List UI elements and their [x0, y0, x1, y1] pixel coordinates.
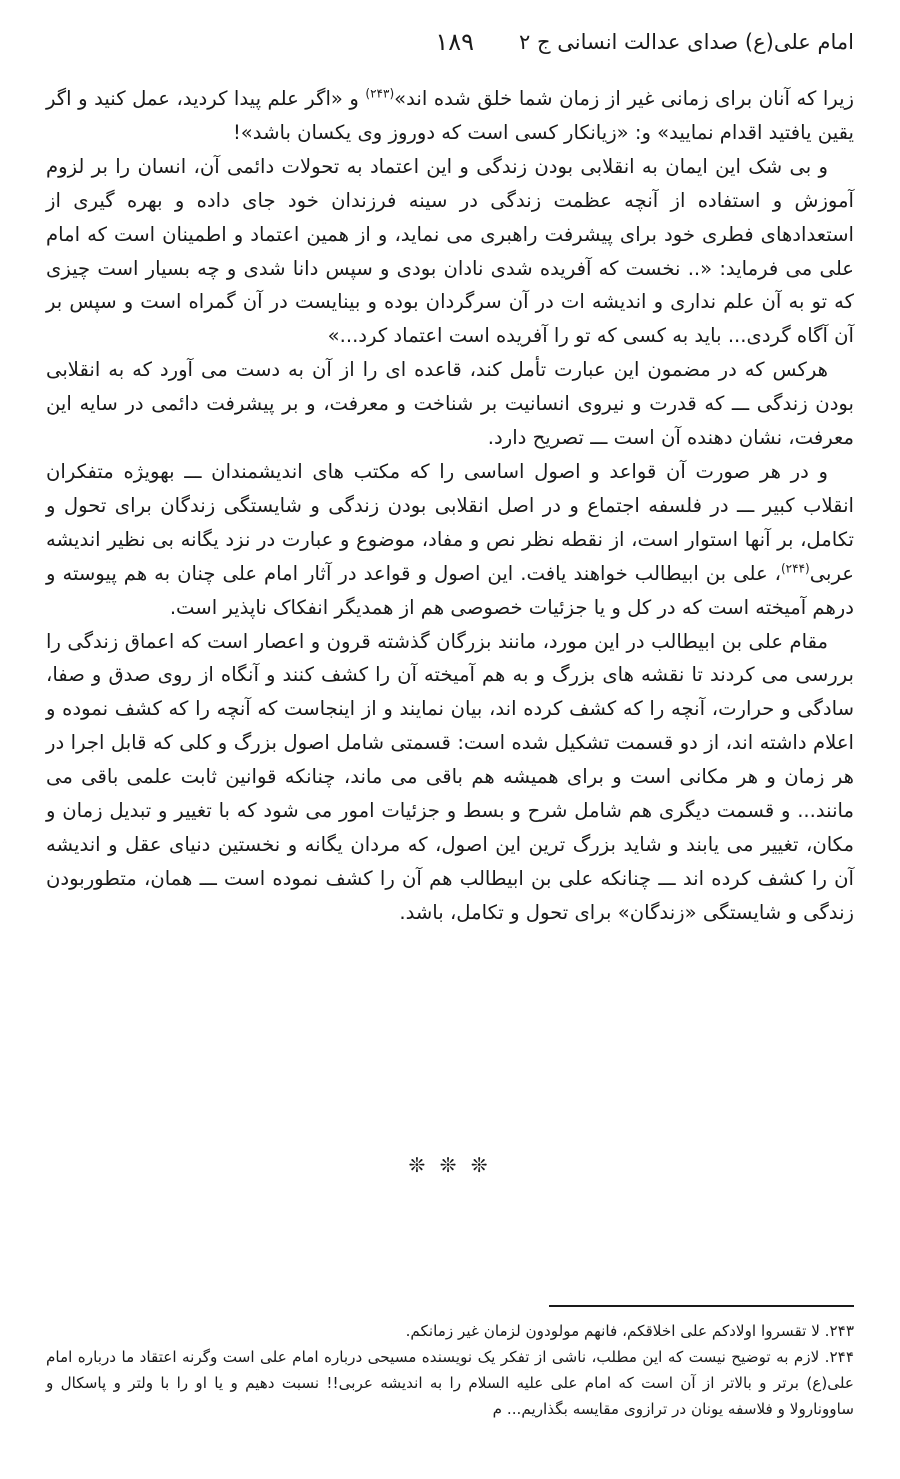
paragraph-2: و بی شک این ایمان به انقلابی بودن زندگی و این اعتماد به تحولات دائمی آن، انسان را بر لزوم آموزش و استفاده از آنچه عظمت زندگی در سینه فرزندان خود جای داده و بهره گیری از استعدادهای فطری خود برای پیشرفت راهبری می نماید، و از همین اعتماد و اطمینان است که امام علی می فرماید: «.. نخست که آفریده شدی نادان بودی و سپس دانا شدی و چه بسیار است چیزی که تو به آن علم نداری و اندیشه ات در آن سرگردان بوده و بینایست در آن گمراه است و سپس بر آن آگاه گردی... باید به کسی که تو را آفریده است اعتماد کرد...»: [46, 154, 854, 348]
paragraph-3: هرکس که در مضمون این عبارت تأمل کند، قاعده ای را از آن به دست می آورد که به انقلابی بودن زندگی ـــ که قدرت و نیروی انسانیت بر شناخت و معرفت، و بر پیشرفت دائمی در سایه این معرفت، نشان دهنده آن است ـــ تصریح دارد.: [46, 358, 854, 450]
main-text: [46, 82, 854, 930]
footnote-ref-243: (۲۴۳): [365, 86, 395, 101]
page-header: [46, 30, 854, 70]
paragraph-1: [46, 82, 854, 150]
paragraph-4-text-b: ، علی بن ابیطالب خواهند یافت. این اصول و قواعد در آثار امام علی چنان به هم پیوسته و درهم آمیخته است که در کل و یا جزئیات خصوصی هم از همدیگر انفکاک ناپذیر است.: [46, 561, 854, 619]
paragraph-4: [46, 455, 854, 625]
footnote-244: ۲۴۴. لازم به توضیح نیست که این مطلب، ناشی از تفکر یک نویسنده مسیحی درباره امام علی است وگرنه اعتقاد ما درباره امام علی(ع) برتر و بالاتر از آن است که امام علی علیه السلام را به اندیشه عربی!! نسبت دهیم و یا او را با ولتر و پاسکال و ساوونارولا و فلاسفه یونان در ترازوی مقایسه بگذاریم... م: [46, 1348, 854, 1418]
paragraph-4-text-a: و در هر صورت آن قواعد و اصول اساسی را که مکتب های اندیشمندان ـــ بهویژه متفکران انقلاب کبیر ـــ در فلسفه اجتماع و در اصل انقلابی بودن زندگی و شایستگی زندگان برای تحول و تکامل، بر آنها استوار است، از نقطه نظر نص و مفاد، موضوع و عبارت در نزد یگانه بی نظیر اندیشه عربی: [46, 459, 854, 585]
section-separator: ❊ ❊ ❊: [408, 1153, 492, 1177]
footnote-243: ۲۴۳. لا تقسروا اولادکم علی اخلاقکم، فانهم مولودون لزمان غیر زمانکم.: [405, 1322, 854, 1340]
paragraph-5: مقام علی بن ابیطالب در این مورد، مانند بزرگان گذشته قرون و اعصار است که اعماق زندگی را بررسی می کردند تا نقشه های بزرگ و به هم آمیخته آن را کشف کنند و آنگاه از روی صدق و صفا، سادگی و حرارت، آنچه را که کشف کرده اند، بیان نمایند و از اینجاست که آنچه را که کشف نموده و اعلام داشته اند، از دو قسمت تشکیل شده است: قسمتی شامل اصول بزرگ و کلی که قابل اجرا در هر زمان و هر مکانی است و برای همیشه هم باقی می ماند، چنانکه قوانین ثابت علمی باقی می مانند... و قسمت دیگری هم شامل شرح و بسط و جزئیات امور می شود که با تغییر و تبدیل زمان و مکان، تغییر می یابند و شاید بزرگ ترین این اصول، که مردان یگانه و نخستین دنیای عقل و اندیشه آن را کشف کرده اند ـــ چنانکه علی بن ابیطالب هم آن را کشف نموده است ـــ همان، متطوربودن زندگی و شایستگی «زندگان» برای تحول و تکامل، باشد.: [46, 629, 854, 924]
footnote-divider: [549, 1305, 854, 1307]
running-title: امام علی(ع) صدای عدالت انسانی ج ۲: [519, 30, 854, 54]
footnote-ref-244: (۲۴۴): [780, 561, 810, 576]
paragraph-1-text-b: و «اگر علم پیدا کردید، عمل کنید و اگر یقین یافتید اقدام نمایید» و: «زیانکار کسی است که دوروز وی یکسان باشد»!: [46, 87, 854, 144]
page-number: ۱۸۹: [435, 28, 474, 56]
footnotes: [46, 1318, 854, 1422]
paragraph-1-text-a: زیرا که آنان برای زمانی غیر از زمان شما خلق شده اند»: [394, 87, 855, 110]
